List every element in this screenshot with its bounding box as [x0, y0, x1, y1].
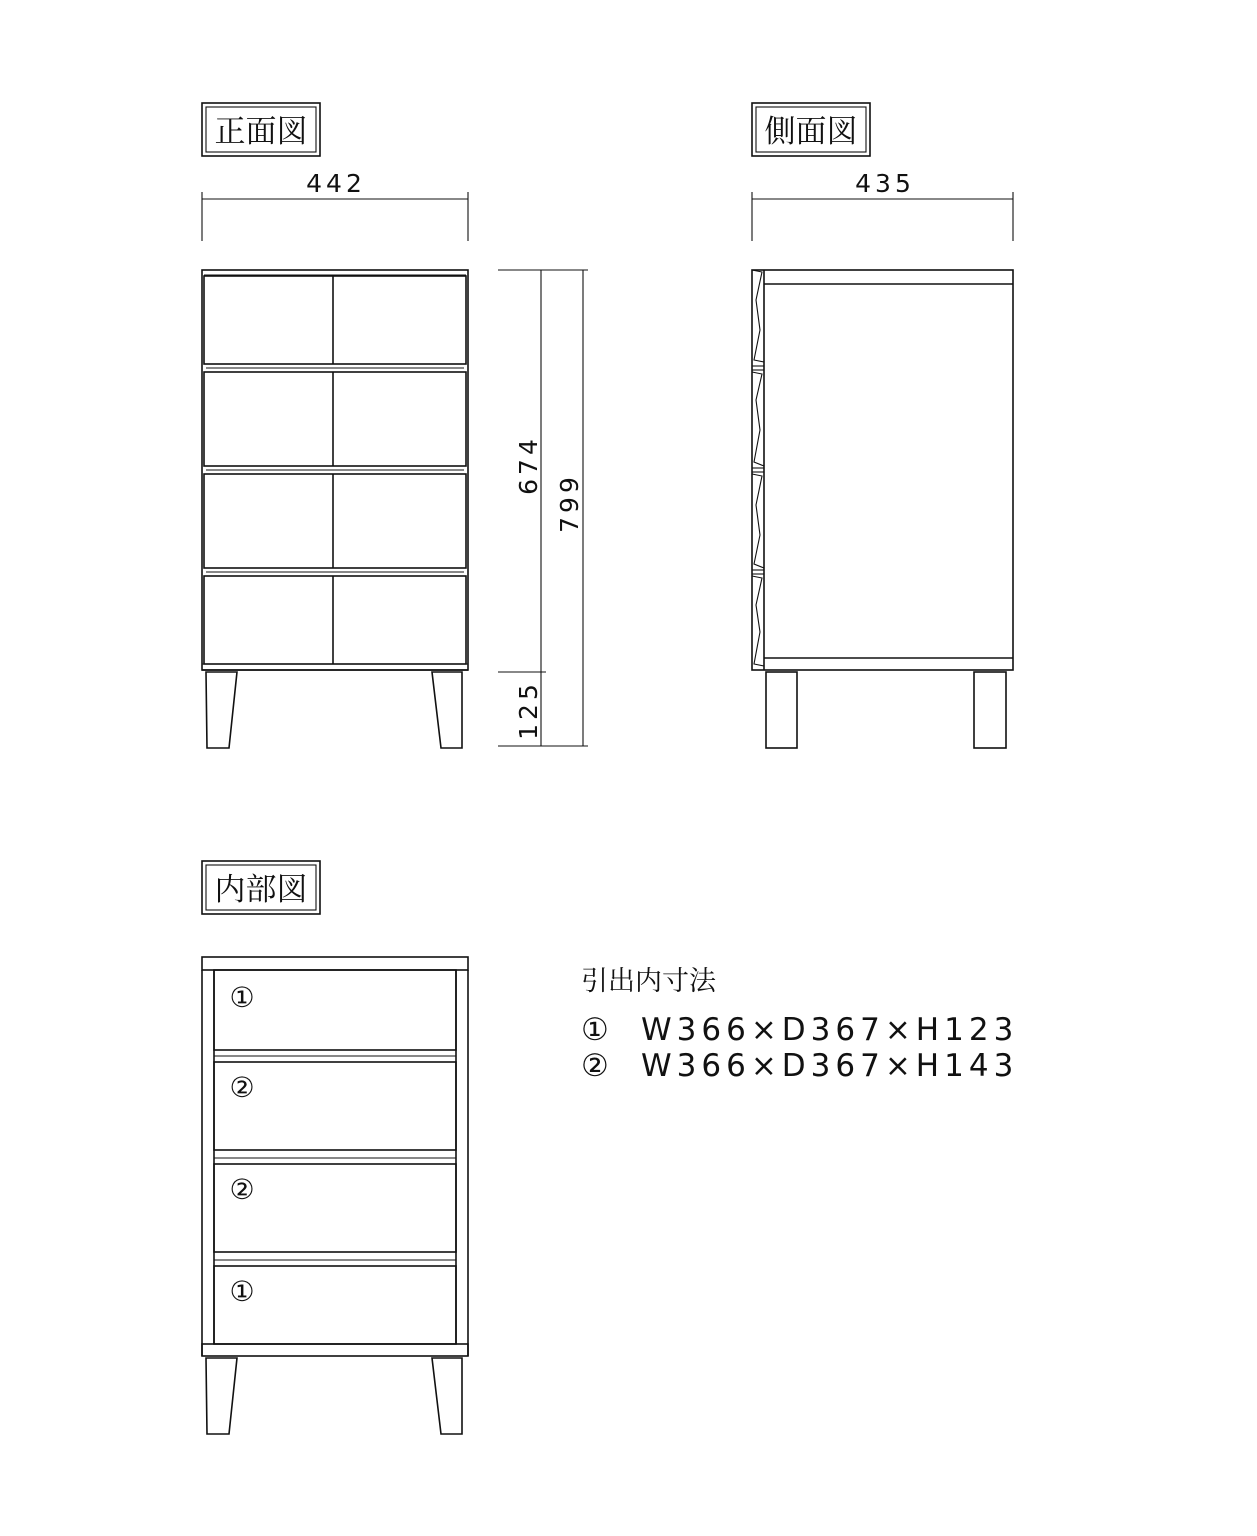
front-cabinet-body	[202, 270, 468, 670]
interior-view-title: 内部図	[214, 872, 308, 908]
interior-drawer-1-marker: ①	[229, 981, 255, 1014]
side-depth-dimension	[752, 169, 1013, 241]
side-depth-value: 435	[855, 169, 915, 198]
interior-drawer-4-marker: ①	[229, 1275, 255, 1308]
drawer-spec-row-2-marker: ②	[581, 1048, 614, 1084]
drawer-specs	[581, 966, 1018, 1084]
front-height-dimensions	[498, 270, 588, 746]
interior-legs	[206, 1358, 462, 1434]
interior-drawer-2-marker: ②	[229, 1071, 255, 1104]
front-drawer-4	[204, 576, 466, 664]
side-view-title: 側面図	[764, 114, 858, 150]
interior-drawer-3-marker: ②	[229, 1173, 255, 1206]
front-width-value: 442	[306, 169, 366, 198]
front-view-title-box	[202, 103, 320, 156]
front-leg-height-value: 125	[514, 680, 543, 740]
front-width-dimension	[202, 169, 468, 241]
front-total-height-value: 799	[555, 473, 584, 533]
side-legs	[766, 672, 1006, 748]
side-view	[752, 103, 1013, 748]
front-drawer-1	[204, 276, 466, 364]
side-cabinet-body	[752, 270, 1013, 670]
interior-view	[202, 861, 468, 1434]
front-legs	[206, 672, 462, 748]
front-body-height-value: 674	[514, 435, 543, 495]
front-view	[202, 103, 588, 748]
drawer-spec-row-1-size: W366×D367×H123	[641, 1012, 1019, 1048]
front-drawer-3	[204, 474, 466, 568]
interior-view-title-box	[202, 861, 320, 914]
side-view-title-box	[752, 103, 870, 156]
interior-cabinet-body	[202, 957, 468, 1356]
drawer-specs-heading: 引出内寸法	[581, 966, 716, 997]
side-drawer-profiles	[752, 270, 764, 666]
drawer-spec-row-2-size: W366×D367×H143	[641, 1048, 1019, 1084]
front-drawer-2	[204, 372, 466, 466]
drawer-spec-row-1-marker: ①	[581, 1012, 614, 1048]
front-view-title: 正面図	[214, 114, 308, 150]
